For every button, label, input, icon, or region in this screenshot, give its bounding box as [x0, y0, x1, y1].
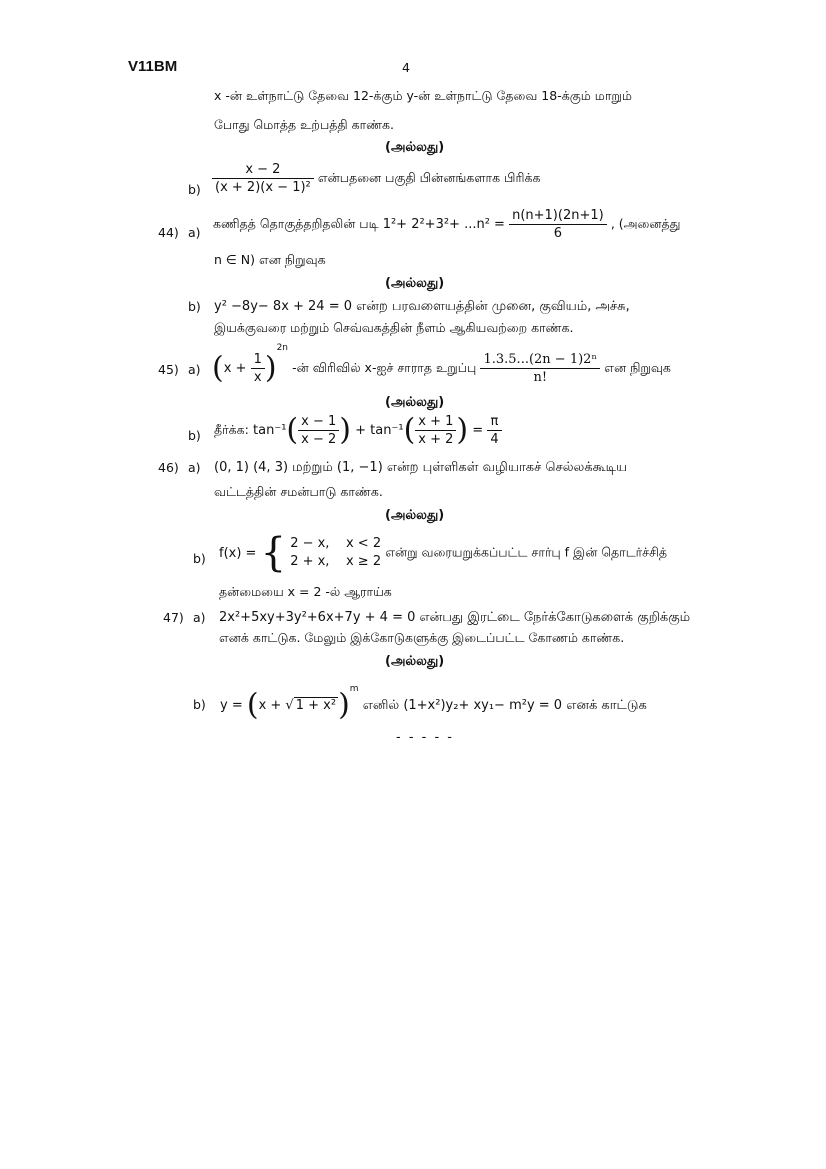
end-dashes: - - - - - — [396, 730, 454, 745]
q43-a-line1: x -ன் உள்நாட்டு தேவை 12-க்கும் y-ன் உள்நாட்டு தேவை 18-க்கும் மாறும் — [214, 88, 632, 103]
q44-b-line1: y² −8y− 8x + 24 = 0 என்ற பரவளையத்தின் முனை, குவியம், அச்சு, — [214, 299, 630, 314]
q45-a-label: a) — [188, 362, 201, 377]
q46-b-line2: தன்மையை x = 2 -ல் ஆராய்க — [219, 584, 392, 599]
q44-a-series: 1²+ 2²+3²+ ...n² = — [382, 217, 505, 232]
q46-number: 46) — [158, 460, 179, 475]
q45-b-label: b) — [188, 428, 201, 443]
fraction — [251, 352, 265, 385]
or-separator: (அல்லது) — [385, 276, 445, 291]
q45-a-expression: (x + $\frac{1}{x}$ )$^{2n}$ -ன் விரிவில் x-ஐச் சாராத உறுப்பு $\frac{\text{1.3.5...(2n − 1)2ⁿ}}{n!}$ என நிறுவுக — [212, 343, 671, 386]
q45-a-text: -ன் விரிவில் x-ஐச் சாராத உறுப்பு — [292, 360, 477, 375]
fraction-numerator: π — [487, 414, 501, 431]
q44-a-text: கணிதத் தொகுத்தறிதலின் படி — [213, 216, 379, 231]
piecewise-cases — [290, 535, 381, 571]
case-2: 2 + x, x ≥ 2 — [290, 554, 382, 569]
q47-a-label: a) — [193, 610, 206, 625]
q47-a-line2: எனக் காட்டுக. மேலும் இக்கோடுகளுக்கு இடைப்பட்ட கோணம் காண்க. — [219, 630, 625, 645]
q46-a-label: a) — [188, 460, 201, 475]
fraction — [298, 414, 339, 447]
q44-b-line2: இயக்குவரை மற்றும் செவ்வகத்தின் நீளம் ஆகியவற்றை காண்க. — [214, 320, 574, 335]
fraction-numerator: x + 1 — [415, 414, 456, 431]
or-separator: (அல்லது) — [385, 140, 445, 155]
q47-a-line1: 2x²+5xy+3y²+6x+7y + 4 = 0 என்பது இரட்டை நேர்க்கோடுகளைக் குறிக்கும் — [219, 610, 691, 625]
q43-b-text: என்பதனை பகுதி பின்னங்களாக பிரிக்க — [317, 170, 541, 185]
fraction — [480, 352, 600, 385]
case-1: 2 − x, x < 2 — [290, 536, 382, 551]
q44-b-label: b) — [188, 299, 201, 314]
q45-a-tail: என நிறுவுக — [604, 360, 671, 375]
q47-b-text: எனில் (1+x²)y₂+ xy₁− m²y = 0 எனக் காட்டுக — [362, 698, 647, 713]
q44-a-line1 — [213, 208, 681, 241]
fraction-numerator: x − 1 — [298, 414, 339, 431]
q46-b-expression: f(x) = { 2 − x, x < 2 2 + x, x ≥ 2 என்று வரையறுக்கப்பட்ட சார்பு f இன் தொடர்ச்சித் — [219, 530, 668, 576]
q43-a-line2: போது மொத்த உற்பத்தி காண்க. — [214, 117, 395, 132]
q44-number: 44) — [158, 225, 179, 240]
q43-b-label: b) — [188, 182, 201, 197]
q45-a-x: x + — [223, 361, 247, 376]
fraction-denominator: x − 2 — [301, 432, 337, 447]
fraction — [487, 414, 501, 447]
fraction-numerator: 1.3.5...(2n − 1)2ⁿ — [480, 352, 600, 369]
q46-b-text: என்று வரையறுக்கப்பட்ட சார்பு f இன் தொடர்ச்சித் — [385, 544, 668, 560]
q47-b-expression: y = (x + √ 1 + x²)$^m$ எனில் (1+x²)y₂+ xy₁− m²y = 0 எனக் காட்டுக — [220, 684, 647, 723]
fraction-denominator: n! — [533, 370, 548, 385]
fraction-denominator: (x + 2)(x − 1)² — [215, 180, 311, 195]
q47-b-label: b) — [193, 697, 206, 712]
equals-sign: = — [472, 423, 484, 438]
or-separator: (அல்லது) — [385, 508, 445, 523]
q44-a-line2: n ∈ N) என நிறுவுக — [214, 252, 326, 267]
q46-b-label: b) — [193, 551, 206, 566]
fraction-numerator: 1 — [251, 352, 265, 369]
q45-number: 45) — [158, 362, 179, 377]
q44-a-tail: , (அனைத்து — [610, 216, 681, 231]
or-separator: (அல்லது) — [385, 654, 445, 669]
fraction — [415, 414, 456, 447]
q46-a-line2: வட்டத்தின் சமன்பாடு காண்க. — [214, 484, 383, 499]
fraction-denominator: x — [253, 370, 262, 385]
q47-b-y: y = — [220, 698, 243, 713]
q47-b-inner: x + — [258, 698, 282, 713]
q46-a-line1: (0, 1) (4, 3) மற்றும் (1, −1) என்ற புள்ளிகள் வழியாகச் செல்லக்கூடிய — [214, 460, 628, 475]
fraction-numerator: n(n+1)(2n+1) — [509, 208, 607, 225]
fraction-denominator: x + 2 — [418, 432, 454, 447]
fraction-denominator: 6 — [553, 226, 563, 241]
q45-a-exponent: 2n — [276, 343, 289, 353]
square-root: 1 + x² — [295, 698, 337, 713]
q46-b-fx: f(x) = — [219, 545, 257, 561]
tan-inverse: tan⁻¹ — [370, 423, 404, 438]
fraction-numerator: x − 2 — [212, 162, 314, 179]
tan-inverse: tan⁻¹ — [253, 423, 287, 438]
q45-b-text: தீர்க்க: — [214, 422, 249, 437]
q44-a-label: a) — [188, 225, 201, 240]
q43-b-expression — [212, 162, 540, 195]
fraction — [509, 208, 607, 241]
fraction-denominator: 4 — [490, 432, 499, 447]
page-number: 4 — [402, 60, 410, 75]
q47-number: 47) — [163, 610, 184, 625]
q45-b-expression: தீர்க்க: tan⁻¹( $\frac{x - 1}{x - 2}$ ) + tan⁻¹( $\frac{x + 1}{x + 2}$ ) = $\frac{\pi}{4}$ — [214, 414, 502, 447]
fraction — [212, 162, 314, 195]
q47-b-exponent: m — [349, 684, 359, 694]
paper-code: V11BM — [128, 58, 178, 75]
or-separator: (அல்லது) — [385, 395, 445, 410]
plus-sign: + — [355, 423, 367, 438]
